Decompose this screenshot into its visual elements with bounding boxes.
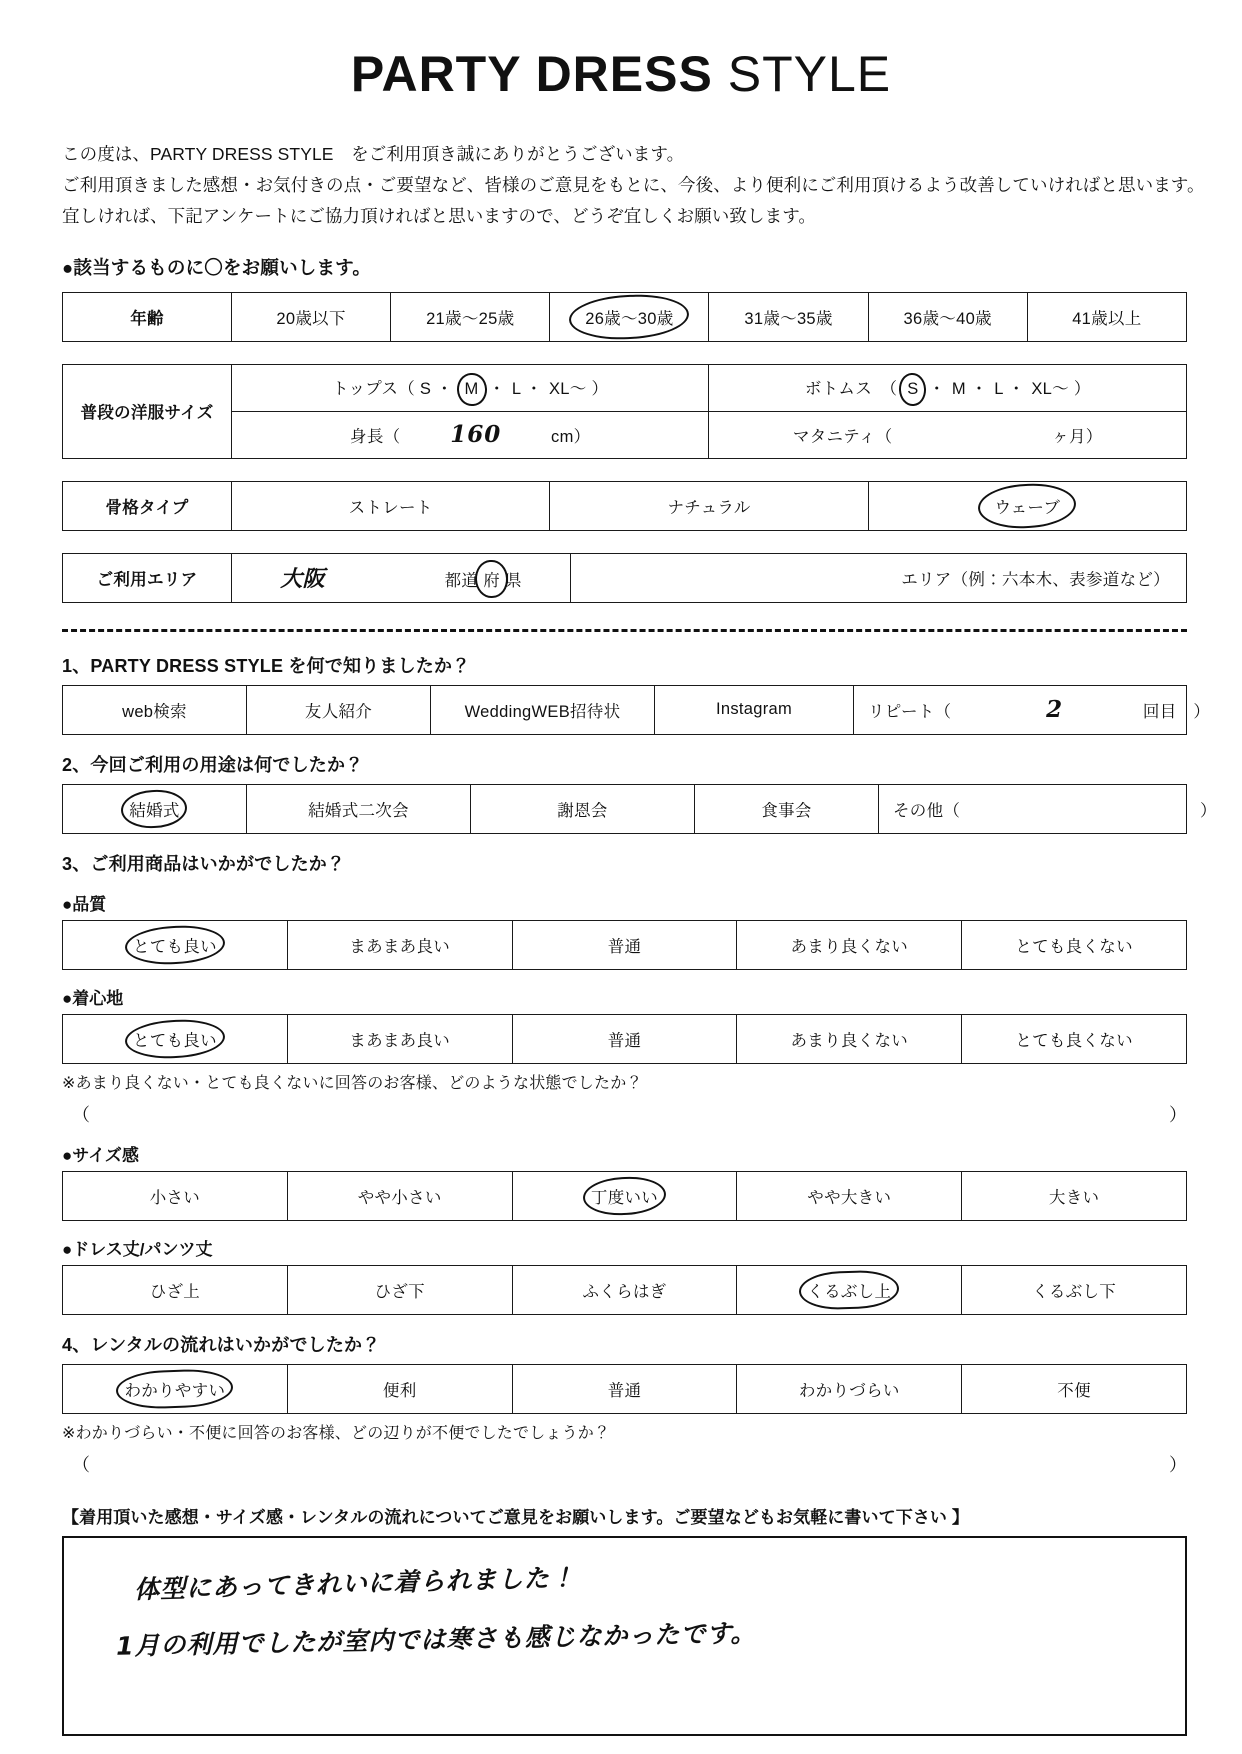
area-hint[interactable]: エリア（例：六本木、表参道など）	[571, 553, 1187, 602]
free-comment-line-2: 1月の利用でしたが室内では寒さも感じなかったです。	[115, 1618, 757, 1661]
q2-option-0[interactable]	[63, 784, 247, 833]
q3-heading: 3、ご利用商品はいかがでしたか？	[62, 853, 346, 874]
area-table	[62, 553, 1187, 603]
q4-paren-close: ）	[1169, 1454, 1187, 1475]
height-cell[interactable]	[232, 411, 709, 458]
area-handwritten-value: 大阪	[280, 567, 325, 593]
q3-fit-option-2[interactable]	[512, 1171, 737, 1220]
q3-comfort-option-2[interactable]: 普通	[512, 1014, 737, 1063]
q4-heading: 4、レンタルの流れはいかがでしたか？	[62, 1334, 381, 1355]
section-instruction: ●該当するものに〇をお願いします。	[62, 256, 372, 278]
bottoms-option-xl[interactable]: XL～	[1031, 379, 1069, 398]
q4-option-0-circled: わかりやすい	[119, 1375, 230, 1403]
size-table	[62, 364, 1187, 459]
q2-option-1[interactable]: 結婚式二次会	[247, 784, 471, 833]
table-row	[63, 553, 1187, 602]
bottoms-prefix: ボトムス （	[804, 379, 898, 398]
age-label: 年齢	[63, 292, 232, 341]
table-row	[63, 920, 1187, 969]
table-row	[63, 411, 1187, 458]
q3-comfort-paren-close: ）	[1169, 1104, 1187, 1125]
table-row	[63, 1364, 1187, 1413]
maternity-prefix: マタニティ（	[792, 427, 893, 446]
age-option-0[interactable]: 20歳以下	[232, 292, 391, 341]
q4-option-4[interactable]: 不便	[962, 1364, 1187, 1413]
q1-option-repeat[interactable]	[854, 685, 1211, 734]
q3-comfort-subhead: ●着心地	[62, 988, 124, 1008]
page-header	[0, 0, 1242, 111]
q3-quality-option-0[interactable]	[63, 920, 288, 969]
table-row	[63, 1171, 1187, 1220]
q4-answer-line[interactable]	[72, 1451, 1187, 1477]
q3-length-option-4[interactable]: くるぶし下	[962, 1265, 1187, 1314]
bottoms-size-cell[interactable]: ボトムス （ S ・ M ・ L ・ XL～ ）	[709, 364, 1187, 411]
intro-line-3: 宜しければ、下記アンケートにご協力頂ければと思いますので、どうぞ宜しくお願い致します。	[62, 205, 816, 226]
q3-quality-option-4[interactable]: とても良くない	[962, 920, 1187, 969]
frame-option-1[interactable]: ナチュラル	[550, 481, 868, 530]
q3-quality-option-0-circled: とても良い	[128, 931, 222, 959]
brand-title	[0, 48, 1242, 101]
q1-option-0[interactable]: web検索	[63, 685, 247, 734]
q1-option-3[interactable]: Instagram	[655, 685, 854, 734]
q3-length-option-3[interactable]	[737, 1265, 962, 1314]
q3-fit-option-1[interactable]: やや小さい	[287, 1171, 512, 1220]
pref-after: 県	[505, 572, 522, 591]
q3-quality-option-3[interactable]: あまり良くない	[737, 920, 962, 969]
pref-before: 都道	[444, 572, 479, 591]
q3-quality-subhead: ●品質	[62, 894, 107, 914]
q3-comfort-option-0-circled: とても良い	[128, 1025, 222, 1053]
intro-paragraph	[62, 139, 1205, 232]
q3-length-option-2[interactable]: ふくらはぎ	[512, 1265, 737, 1314]
q3-fit-option-3[interactable]: やや大きい	[737, 1171, 962, 1220]
table-row	[63, 685, 1187, 734]
area-label: ご利用エリア	[63, 553, 232, 602]
q2-table	[62, 784, 1217, 834]
table-row	[63, 481, 1187, 530]
q3-fit-table	[62, 1171, 1187, 1221]
bottoms-option-m[interactable]: M	[951, 379, 966, 398]
intro-line-1: この度は、PARTY DRESS STYLE をご利用頂き誠にありがとうございます。	[62, 143, 685, 164]
q4-option-1[interactable]: 便利	[287, 1364, 512, 1413]
table-row	[63, 784, 1187, 833]
tops-option-s[interactable]: S	[419, 379, 432, 398]
q3-comfort-option-4[interactable]: とても良くない	[962, 1014, 1187, 1063]
q3-fit-subhead: ●サイズ感	[62, 1145, 139, 1165]
frame-type-label: 骨格タイプ	[63, 481, 232, 530]
q3-length-table	[62, 1265, 1187, 1315]
q3-comfort-option-3[interactable]: あまり良くない	[737, 1014, 962, 1063]
bottoms-suffix: ）	[1073, 379, 1091, 398]
q2-other-label: その他（	[893, 801, 961, 820]
frame-option-2[interactable]	[868, 481, 1186, 530]
q2-option-3[interactable]: 食事会	[695, 784, 879, 833]
q1-repeat-prefix: リピート（	[868, 703, 952, 722]
q4-option-2[interactable]: 普通	[512, 1364, 737, 1413]
age-option-2-circled: 26歳～30歳	[575, 302, 683, 332]
q4-paren-open: （	[72, 1454, 90, 1475]
q3-length-option-1[interactable]: ひざ下	[287, 1265, 512, 1314]
q4-option-0[interactable]	[63, 1364, 288, 1413]
age-option-3[interactable]: 31歳～35歳	[709, 292, 868, 341]
q3-fit-option-2-circled: 丁度いい	[586, 1182, 663, 1210]
area-value-cell[interactable]	[232, 553, 571, 602]
tops-prefix: トップス（	[332, 379, 416, 398]
intro-line-2: ご利用頂きました感想・お気付きの点・ご要望など、皆様のご意見をもとに、今後、より便利にご利用頂けるよう改善していければと思います。	[62, 174, 1205, 195]
q3-comfort-option-0[interactable]	[63, 1014, 288, 1063]
age-option-2[interactable]	[550, 292, 709, 341]
table-row	[63, 1014, 1187, 1063]
maternity-cell[interactable]	[709, 411, 1187, 458]
age-option-5[interactable]: 41歳以上	[1027, 292, 1186, 341]
q2-heading: 2、今回ご利用の用途は何でしたか？	[62, 754, 364, 775]
q3-comfort-answer-line[interactable]	[72, 1101, 1187, 1127]
tops-suffix: ）	[591, 379, 609, 398]
tops-size-cell[interactable]: トップス（ S ・ M ・ L ・ XL～ ）	[232, 364, 709, 411]
q4-table	[62, 1364, 1187, 1414]
q3-quality-option-1[interactable]: まあまあ良い	[287, 920, 512, 969]
frame-option-2-circled: ウェーブ	[984, 491, 1070, 521]
q1-heading: 1、PARTY DRESS STYLE を何で知りましたか？	[62, 655, 471, 676]
free-comment-line-1: 体型にあってきれいに着られました！	[133, 1562, 577, 1605]
age-table	[62, 292, 1187, 342]
q3-quality-table	[62, 920, 1187, 970]
q3-comfort-note: ※あまり良くない・とても良くないに回答のお客様、どのような状態でしたか？	[62, 1074, 643, 1092]
brand-title-bold: PARTY DRESS	[350, 46, 713, 102]
q2-option-other[interactable]	[879, 784, 1217, 833]
q3-comfort-paren-open: （	[72, 1104, 90, 1125]
q2-other-close: ）	[1199, 801, 1217, 820]
table-row	[63, 1265, 1187, 1314]
free-comment-heading: 【着用頂いた感想・サイズ感・レンタルの流れについてご意見をお願いします。ご要望などもお気軽に書いて下さい 】	[62, 1507, 969, 1527]
q3-comfort-table	[62, 1014, 1187, 1064]
q3-comfort-option-1[interactable]: まあまあ良い	[287, 1014, 512, 1063]
q4-option-3[interactable]: わかりづらい	[737, 1364, 962, 1413]
q3-length-option-3-circled: くるぶし上	[802, 1276, 896, 1304]
frame-option-0[interactable]: ストレート	[232, 481, 550, 530]
q2-option-0-circled: 結婚式	[124, 795, 184, 823]
maternity-unit: ヶ月）	[1052, 427, 1103, 446]
q4-note: ※わかりづらい・不便に回答のお客様、どの辺りが不便でしたでしょうか？	[62, 1424, 611, 1442]
q1-option-2[interactable]: WeddingWEB招待状	[431, 685, 655, 734]
tops-option-xl[interactable]: XL～	[549, 379, 587, 398]
q3-fit-option-4[interactable]: 大きい	[962, 1171, 1187, 1220]
q1-table	[62, 685, 1211, 735]
dashed-divider	[62, 629, 1187, 632]
q1-repeat-suffix: 回目 ）	[1142, 703, 1211, 722]
age-option-1[interactable]: 21歳～25歳	[391, 292, 550, 341]
frame-type-table	[62, 481, 1187, 531]
free-comment-box[interactable]	[62, 1536, 1187, 1736]
q2-option-2[interactable]: 謝恩会	[471, 784, 695, 833]
tops-option-l[interactable]: L	[511, 379, 521, 398]
bottoms-option-l[interactable]: L	[994, 379, 1004, 398]
q3-quality-option-2[interactable]: 普通	[512, 920, 737, 969]
pref-circled: 府	[478, 565, 505, 593]
q3-length-option-0[interactable]: ひざ上	[63, 1265, 288, 1314]
q3-length-subhead: ●ドレス丈/パンツ丈	[62, 1239, 213, 1259]
height-prefix: 身長（	[350, 428, 401, 447]
q1-repeat-value: 2	[1046, 696, 1064, 724]
bottoms-option-s-circled[interactable]: S	[902, 378, 923, 401]
table-row	[63, 364, 1187, 411]
tops-option-m-circled[interactable]: M	[460, 378, 484, 401]
table-row	[63, 292, 1187, 341]
brand-title-light: STYLE	[727, 46, 892, 102]
height-value: 160	[450, 421, 502, 449]
q3-fit-option-0[interactable]: 小さい	[63, 1171, 288, 1220]
age-option-4[interactable]: 36歳～40歳	[868, 292, 1027, 341]
height-unit: cm）	[551, 428, 591, 447]
size-label: 普段の洋服サイズ	[63, 364, 232, 458]
q1-option-1[interactable]: 友人紹介	[247, 685, 431, 734]
